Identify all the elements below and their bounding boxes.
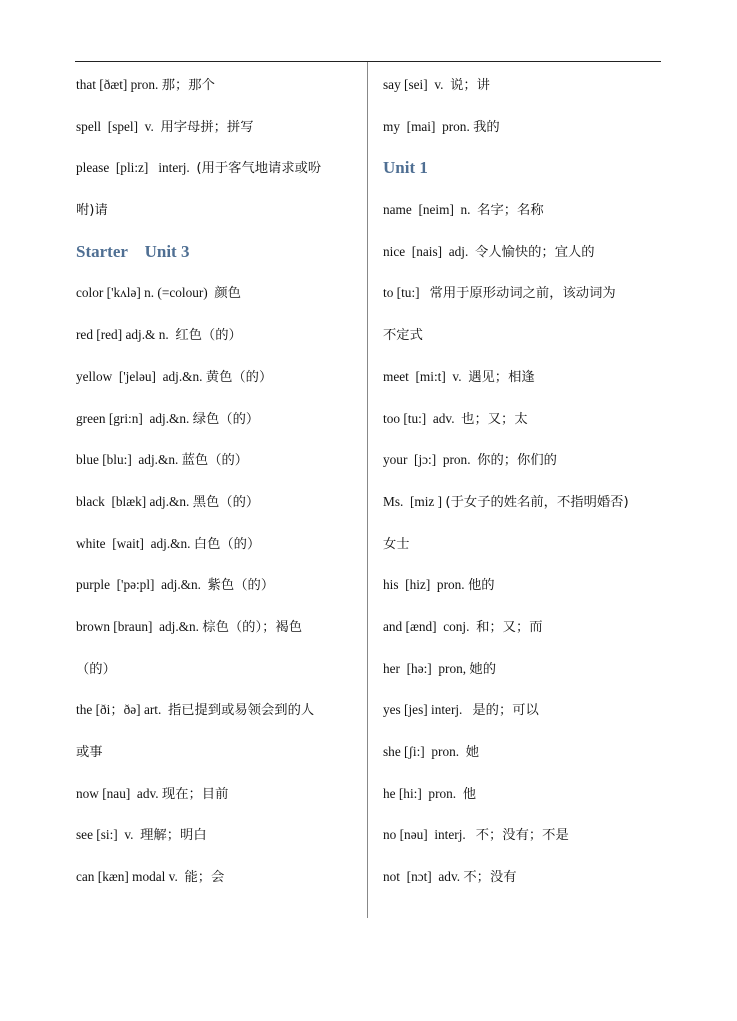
left-column xyxy=(76,64,358,898)
vocab-entry xyxy=(76,606,358,648)
vocab-word: yes [jes] interj. xyxy=(383,702,473,718)
vocab-entry xyxy=(383,773,665,815)
vocab-entry xyxy=(383,648,665,690)
vocab-entry xyxy=(76,106,358,148)
vocab-word: and [ænd] conj. xyxy=(383,618,477,634)
vocab-entry xyxy=(383,689,665,731)
vocab-meaning: (于女子的姓名前，不指明婚否) xyxy=(445,494,629,510)
vocab-word: red [red] adj.& n. xyxy=(76,327,176,343)
vocab-meaning: 不；没有 xyxy=(463,870,517,886)
vocab-entry xyxy=(76,189,358,231)
unit-heading: Starter Unit 3 xyxy=(76,241,190,261)
vocab-word: she [ʃi:] pron. xyxy=(383,744,466,759)
vocab-word: that [ðæt] pron. xyxy=(76,77,162,92)
vocab-meaning: 是的；可以 xyxy=(472,703,539,719)
vocab-word: green [gri:n] adj.&n. xyxy=(76,410,193,426)
unit-heading: Unit 1 xyxy=(383,158,428,178)
vocab-meaning: 理解；明白 xyxy=(140,828,207,844)
vocab-meaning: 棕色（的）；褐色 xyxy=(202,619,303,635)
vocab-entry xyxy=(383,356,665,398)
vocab-meaning: 她的 xyxy=(469,661,496,677)
vocab-word: meet [mi:t] v. xyxy=(383,368,469,384)
vocab-meaning: 常用于原形动词之前，该动词为 xyxy=(429,286,616,302)
vocab-meaning: 用字母拼；拼写 xyxy=(160,119,254,135)
vocab-meaning: 或事 xyxy=(76,745,103,760)
vocab-word: too [tu:] adv. xyxy=(383,410,462,426)
vocab-meaning: 你的；你们的 xyxy=(477,453,557,469)
vocab-meaning: 黄色（的） xyxy=(205,369,273,385)
vocab-entry xyxy=(383,64,665,106)
vocab-entry xyxy=(383,564,665,606)
vocab-word: her [hə:] pron, xyxy=(383,660,470,676)
vocab-entry xyxy=(383,439,665,481)
vocab-meaning: 他 xyxy=(462,786,477,802)
vocab-meaning: 红色（的） xyxy=(175,328,242,344)
vocab-meaning: 白色（的） xyxy=(193,536,261,552)
vocab-meaning: 她 xyxy=(465,745,480,760)
vocab-entry xyxy=(383,856,665,898)
vocab-word: please [pli:z] interj. xyxy=(76,160,197,176)
vocab-meaning: 名字；名称 xyxy=(477,203,544,219)
vocab-word: his [hiz] pron. xyxy=(383,577,468,593)
vocab-word: can [kæn] modal v. xyxy=(76,869,185,885)
vocab-word: the [ði；ðə] art. xyxy=(76,702,168,718)
vocab-meaning: 紫色（的） xyxy=(207,578,275,594)
vocab-entry xyxy=(383,272,665,314)
vocab-word: your [jɔ:] pron. xyxy=(383,452,478,468)
vocab-word: brown [braun] adj.&n. xyxy=(76,618,203,634)
vocab-entry xyxy=(383,398,665,440)
vocab-meaning: （的） xyxy=(76,661,116,677)
vocab-entry xyxy=(76,147,358,189)
vocab-entry xyxy=(383,106,665,148)
vocab-meaning: 指已提到或易领会到的人 xyxy=(167,703,315,719)
vocab-entry xyxy=(76,314,358,356)
vocab-word: name [neim] n. xyxy=(383,202,478,218)
vocab-word: white [wait] adj.&n. xyxy=(76,535,194,551)
vocab-entry xyxy=(383,523,665,565)
vocab-meaning: 咐)请 xyxy=(76,203,108,219)
vocab-meaning: 说；讲 xyxy=(450,78,490,93)
vocab-meaning: 女士 xyxy=(383,536,410,552)
vocab-word: my [mai] pron. xyxy=(383,118,474,134)
vocab-entry xyxy=(383,231,665,273)
vocab-meaning: 他的 xyxy=(467,578,495,594)
vocab-word: purple ['pə:pl] adj.&n. xyxy=(76,577,208,593)
vocab-entry xyxy=(76,773,358,815)
vocab-word: yellow ['jeləu] adj.&n. xyxy=(76,368,206,384)
vocab-word: he [hi:] pron. xyxy=(383,785,463,801)
vocab-entry xyxy=(76,856,358,898)
vocab-meaning: 遇见；相逢 xyxy=(468,369,535,385)
vocab-meaning: 颜色 xyxy=(214,286,241,302)
vocab-word: blue [blu:] adj.&n. xyxy=(76,452,182,468)
vocab-meaning: 那；那个 xyxy=(161,78,215,93)
vocab-meaning: 令人愉快的；宜人的 xyxy=(474,244,595,260)
vocab-entry xyxy=(76,564,358,606)
vocab-entry xyxy=(76,814,358,856)
vocab-word: spell [spel] v. xyxy=(76,118,161,134)
vocab-meaning: 不定式 xyxy=(383,328,423,344)
vocab-meaning: (用于客气地请求或吩 xyxy=(196,161,322,177)
vocab-word: Ms. [miz ] xyxy=(383,493,446,509)
vocab-word: no [nəu] interj. xyxy=(383,827,476,843)
vocab-meaning: 我的 xyxy=(473,119,500,135)
vocab-word: now [nau] adv. xyxy=(76,785,162,801)
vocab-word: say [sei] v. xyxy=(383,77,451,92)
vocab-entry xyxy=(76,64,358,106)
vocab-word: see [si:] v. xyxy=(76,827,141,843)
vocab-word: not [nɔt] adv. xyxy=(383,869,464,885)
vocab-entry xyxy=(76,731,358,773)
vocab-entry xyxy=(76,439,358,481)
vocab-entry xyxy=(383,481,665,523)
column-divider xyxy=(367,62,368,918)
vocab-entry xyxy=(76,481,358,523)
top-rule xyxy=(75,61,661,62)
vocab-meaning: 不；没有；不是 xyxy=(475,828,569,844)
vocab-meaning: 黑色（的） xyxy=(192,494,260,510)
vocab-entry xyxy=(383,314,665,356)
vocab-entry xyxy=(76,689,358,731)
vocab-meaning: 蓝色（的） xyxy=(181,453,249,469)
vocab-entry xyxy=(76,356,358,398)
vocab-entry xyxy=(76,272,358,314)
vocab-entry xyxy=(76,398,358,440)
vocab-meaning: 能；会 xyxy=(184,870,225,886)
right-column xyxy=(383,64,665,898)
vocab-entry xyxy=(76,648,358,690)
vocab-entry xyxy=(383,731,665,773)
vocab-word: black [blæk] adj.&n. xyxy=(76,493,193,509)
vocab-meaning: 也；又；太 xyxy=(461,411,528,427)
vocab-meaning: 和；又；而 xyxy=(476,619,543,635)
vocab-entry xyxy=(383,606,665,648)
vocab-word: color ['kʌlə] n. (=colour) xyxy=(76,285,215,301)
vocab-meaning: 绿色（的） xyxy=(192,411,260,427)
vocab-meaning: 现在；目前 xyxy=(161,786,229,802)
vocab-entry xyxy=(383,814,665,856)
vocab-word: to [tu:] xyxy=(383,285,430,301)
vocab-entry xyxy=(383,189,665,231)
vocab-word: nice [nais] adj. xyxy=(383,243,475,259)
vocab-entry xyxy=(76,523,358,565)
